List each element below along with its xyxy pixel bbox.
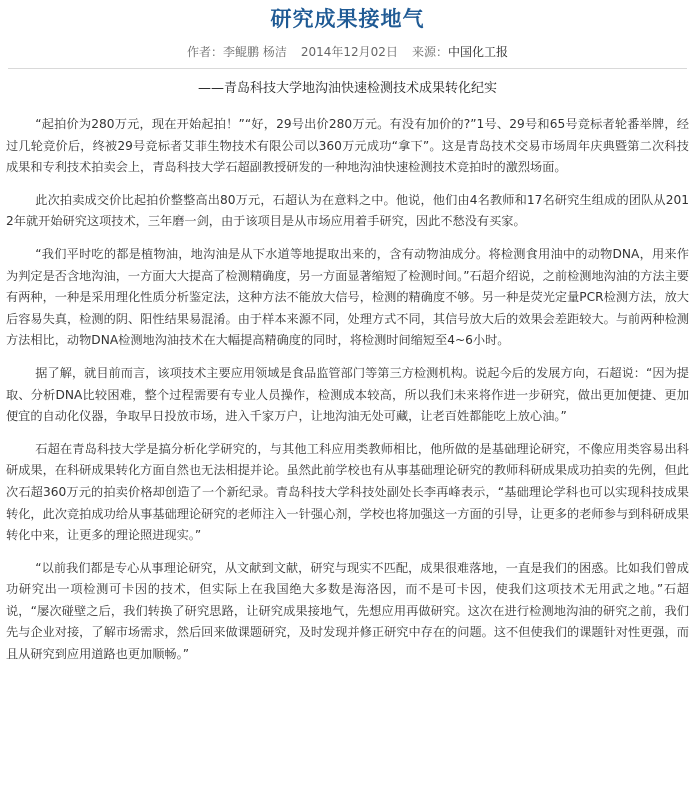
article-title: 研究成果接地气 [270, 6, 425, 31]
paragraph-4: 据了解，就目前而言，该项技术主要应用领域是食品监管部门等第三方检测机构。说起今后的发展方向，石超说：“因为提取、分析DNA比较困难，整个过程需要有专业人员操作，检测成本较高，所以我们未来将作进一步研究，做出更加便捷、更加便宜的自动化仪器，争取早日投放市场，进入千家万户，让地沟油无处可藏，让老百姓都能吃上放心油。” [6, 365, 689, 424]
header-divider [8, 68, 687, 69]
paragraph-3: “我们平时吃的都是植物油，地沟油是从下水道等地提取出来的，含有动物油成分。将检测食用油中的动物DNA，用来作为判定是否含地沟油，一方面大大提高了检测精确度，另一方面显著缩短了检测时间。”石超介绍说，之前检测地沟油的方法主要有两种，一种是采用理化性质分析鉴定法，这种方法不能放大信号，检测的精确度不够。另一种是荧光定量PCR检测方法，放大后容易失真，检测的阴、阳性结果易混淆。由于样本来源不同，处理方式不同，其信号放大后的效果会差距较大。与前两种检测方法相比，动物DNA检测地沟油技术在大幅提高精确度的同时，将检测时间缩短至4~6小时。 [6, 246, 689, 348]
publish-date: 2014年12月02日 [300, 45, 398, 59]
source-name: 中国化工报 [447, 45, 508, 59]
article-meta [0, 44, 695, 60]
paragraph-1: “起拍价为280万元，现在开始起拍！”“好，29号出价280万元。有没有加价的?”1号、29号和65号竞标者轮番举牌，经过几轮竞价后，终被29号竞标者艾菲生物技术有限公司以360万元成功“拿下”。这是青岛技术交易市场周年庆典暨第二次科技成果和专利技术拍卖会上，青岛科技大学石超副教授研发的一种地沟油快速检测技术竞拍时的激烈场面。 [6, 117, 689, 175]
article-subtitle: ——青岛科技大学地沟油快速检测技术成果转化纪实 [197, 81, 497, 96]
paragraph-2: 此次拍卖成交价比起拍价整整高出80万元，石超认为在意料之中。他说，他们由4名教师和17名研究生组成的团队从2012年就开始研究这项技术，三年磨一剑，由于该项目是从市场应用着手研究，因此不愁没有买家。 [6, 192, 689, 229]
paragraph-5: 石超在青岛科技大学是搞分析化学研究的，与其他工科应用类教师相比，他所做的是基础理论研究，不像应用类容易出科研成果，在科研成果转化方面自然也无法相提并论。虽然此前学校也有从事基础理论研究的教师科研成果成功拍卖的先例，但此次石超360万元的拍卖价格却创造了一个新纪录。青岛科技大学科技处副处长李再峰表示，“基础理论学科也可以实现科技成果转化，此次竞拍成功给从事基础理论研究的老师注入一针强心剂，学校也将加强这一方面的引导，让更多的老师参与到科研成果转化中来，让更多的理论照进现实。” [6, 441, 689, 543]
source-label: 来源： [411, 45, 448, 59]
author-label: 作者： [187, 45, 224, 59]
article-body [0, 114, 695, 677]
paragraph-6: “以前我们都是专心从事理论研究，从文献到文献，研究与现实不匹配，成果很难落地，一直是我们的困惑。比如我们曾成功研究出一项检测可卡因的技术，但实际上在我国绝大多数是海洛因，而不是可卡因，使我们这项技术无用武之地。”石超说，“屡次碰壁之后，我们转换了研究思路，让研究成果接地气，先想应用再做研究。这次在进行检测地沟油的研究之前，我们先与企业对接，了解市场需求，然后回来做课题研究，及时发现并修正研究中存在的问题。这不但使我们的课题针对性更强，而且从研究到应用道路也更加顺畅。” [6, 560, 689, 662]
author-names: 李鲲鹏 杨洁 [223, 45, 287, 59]
